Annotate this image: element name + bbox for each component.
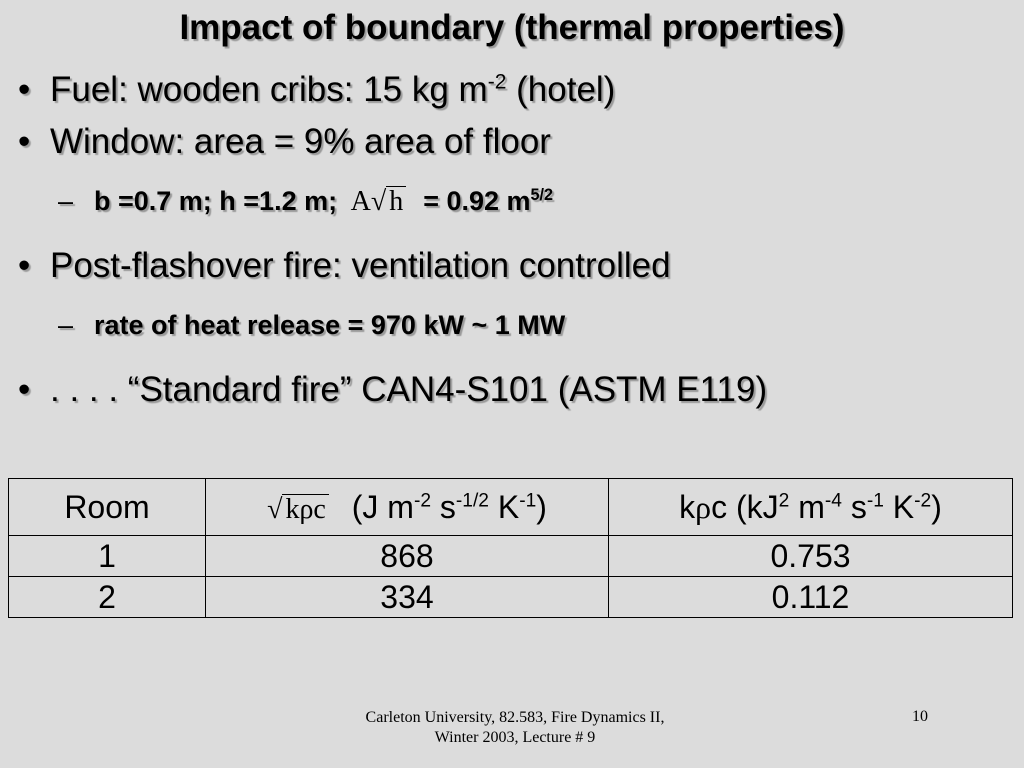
sub-dash: –: [58, 310, 74, 340]
slide-number: 10: [912, 708, 928, 725]
bullet-dot: •: [18, 246, 31, 285]
unit-exponent: -1: [866, 489, 884, 511]
bullet-fuel-sup: -2: [487, 70, 507, 94]
unit-exponent: 2: [778, 489, 790, 511]
unit-part: m: [789, 488, 825, 525]
cell-effusivity: 334: [206, 577, 609, 618]
header-thermal-inertia: [609, 479, 1013, 536]
sub-bullet-opening-after: = 0.92 m: [423, 186, 531, 216]
sub-dash: –: [58, 186, 74, 216]
unit-part: c (kJ: [711, 488, 779, 525]
bullet-post-flashover: [18, 246, 671, 286]
unit-exponent: -1: [519, 489, 537, 511]
sqrt-krhoc-formula: √ kρc: [267, 494, 329, 525]
sub-bullet-opening-text: b =0.7 m; h =1.2 m;: [94, 186, 338, 216]
cell-thermal-inertia: 0.753: [609, 536, 1013, 577]
unit-part: K: [488, 488, 520, 525]
unit-part: k: [679, 488, 696, 525]
unit-exponent: -2: [413, 489, 431, 511]
cell-effusivity: 868: [206, 536, 609, 577]
unit-part: K: [883, 488, 915, 525]
ventilation-factor-formula: A√ h: [351, 186, 414, 217]
unit-part: ): [931, 488, 942, 525]
rho-symbol: ρ: [695, 488, 712, 525]
formula-h: h: [386, 186, 406, 218]
bullet-window: [18, 122, 551, 162]
header-effusivity: [206, 479, 609, 536]
bullet-window-text: Window: area = 9% area of floor: [50, 122, 551, 161]
bullet-dot: •: [18, 370, 31, 409]
header-effusivity-units: (J m: [351, 488, 414, 525]
sub-bullet-opening-sup: 5/2: [530, 186, 554, 204]
sub-bullet-heat-release: [58, 310, 565, 341]
sub-bullet-opening: [58, 186, 553, 218]
sub-bullet-heat-release-text: rate of heat release = 970 kW ~ 1 MW: [94, 310, 566, 340]
unit-part: ): [536, 488, 547, 525]
unit-exponent: -1/2: [455, 489, 489, 511]
thermal-properties-table: [8, 478, 1013, 618]
bullet-fuel-text: Fuel: wooden cribs: 15 kg m: [50, 70, 488, 109]
bullet-fuel: [18, 70, 615, 110]
sqrt-krhoc-text: kρc: [282, 494, 328, 526]
bullet-standard-fire: [18, 370, 767, 410]
table-row: [9, 577, 1013, 618]
bullet-fuel-after: (hotel): [506, 70, 616, 109]
slide-footer: Carleton University, 82.583, Fire Dynamics II, Winter 2003, Lecture # 9: [365, 709, 665, 746]
slide-title: Impact of boundary (thermal properties): [179, 8, 845, 47]
bullet-post-flashover-text: Post-flashover fire: ventilation controlled: [50, 246, 671, 285]
cell-thermal-inertia: 0.112: [609, 577, 1013, 618]
cell-room: 1: [9, 536, 206, 577]
header-room: Room: [9, 479, 206, 536]
bullet-dot: •: [18, 70, 31, 109]
table-header-row: [9, 479, 1013, 536]
cell-room: 2: [9, 577, 206, 618]
bullet-standard-fire-text: . . . . “Standard fire” CAN4-S101 (ASTM E119): [50, 370, 768, 409]
table-row: [9, 536, 1013, 577]
unit-exponent: -2: [914, 489, 932, 511]
formula-a: A: [350, 186, 371, 217]
unit-part: s: [841, 488, 867, 525]
unit-part: s: [431, 488, 456, 525]
unit-exponent: -4: [824, 489, 842, 511]
bullet-dot: •: [18, 122, 31, 161]
